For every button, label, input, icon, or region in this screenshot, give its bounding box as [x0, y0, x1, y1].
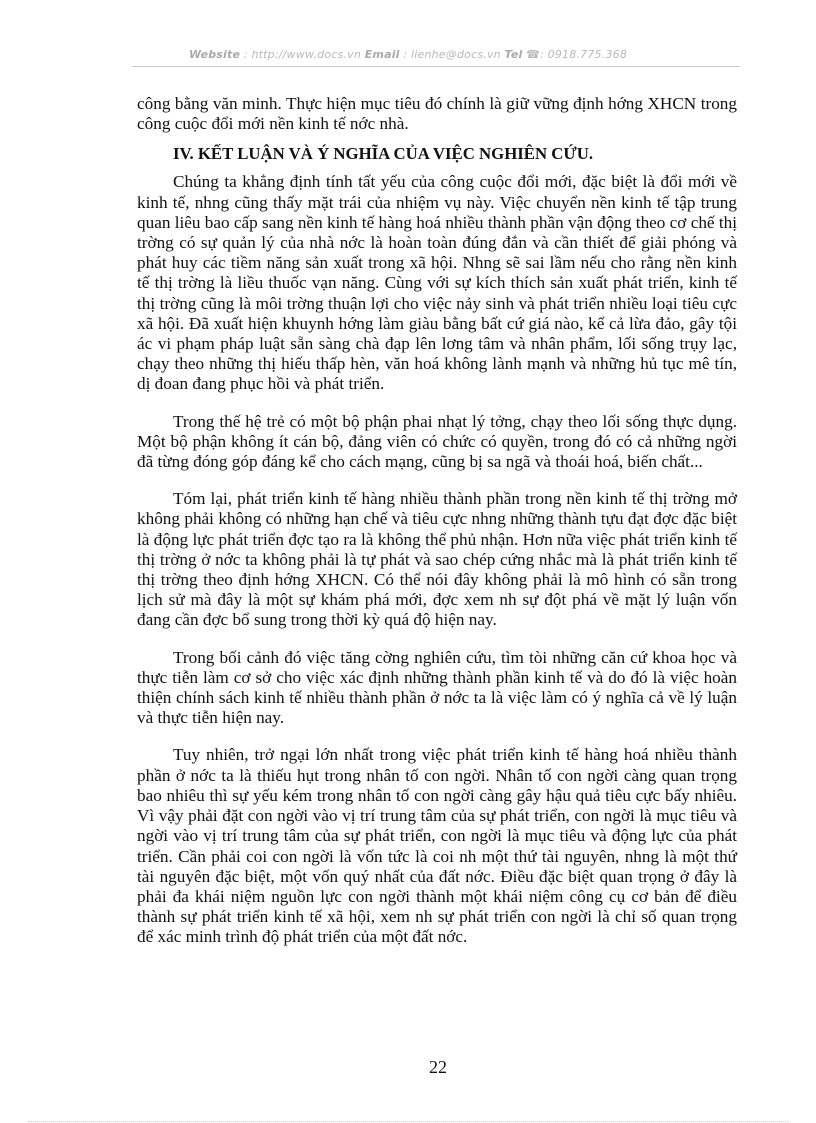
- email-label: Email: [364, 48, 400, 61]
- page-number: 22: [429, 1057, 447, 1077]
- header-divider: [132, 66, 740, 67]
- tel-value: ☎: 0918.775.368: [526, 48, 628, 61]
- page-header: [0, 48, 816, 61]
- paragraph-3: Tóm lại, phát triển kinh tế hàng nhiều thành phần trong nền kinh tế thị trờng mở không phải không có những hạn chế và tiêu cực nhng những thành tựu đạt đợc đặc biệt là động lực phát triển đợc tạo ra là không thể phủ nhận. Hơn nữa việc phát triển kinh tế thị trờng ở nớc ta không phải là tự phát và sao chép cứng nhắc mà là phát triển kinh tế thị trờng theo định hớng XHCN. Có thể nói đây không phải là mô hình có sẵn trong lịch sử mà đây là một sự khám phá mới, đợc xem nh sự đột phá về mặt lý luận vốn đang cần đợc bổ sung trong thời kỳ quá độ hiện nay.: [137, 489, 737, 630]
- document-body: [137, 94, 737, 957]
- bottom-dotted-divider: [28, 1121, 788, 1122]
- website-label: Website: [188, 48, 241, 61]
- website-value: : http://www.docs.vn: [243, 48, 361, 61]
- tel-label: Tel: [504, 48, 523, 61]
- paragraph-4: Trong bối cảnh đó việc tăng cờng nghiên cứu, tìm tòi những căn cứ khoa học và thực tiễn làm cơ sở cho việc xác định những thành phần kinh tế và do đó là việc hoàn thiện chính sách kinh tế nhiều thành phần ở nớc ta là việc làm có ý nghĩa cả về lý luận và thực tiễn hiện nay.: [137, 647, 737, 728]
- paragraph-5: Tuy nhiên, trở ngại lớn nhất trong việc phát triển kinh tế hàng hoá nhiều thành phần ở nớc ta là thiếu hụt trong nhân tố con ngời. Nhân tố con ngời càng quan trọng bao nhiêu thì sự yếu kém trong nhân tố con ngời càng gây hậu quả tiêu cực bấy nhiêu. Vì vậy phải đặt con ngời vào vị trí trung tâm của sự phát triển, con ngời là mục tiêu và ngời vào vị trí trung tâm của sự phát triển, con ngời là mục tiêu và động lực của phát triển. Cần phải coi con ngời là vốn tức là coi nh một thứ tài nguyên, nhng là một thứ tài nguyên đặc biệt, một vốn quý nhất của đất nớc. Điều đặc biệt quan trọng ở đây là phải đa khái niệm nguồn lực con ngời thành một khái niệm công cụ cơ bản để điều thành sự phát triển kinh tế xã hội, xem nh sự phát triển con ngời là chỉ số quan trọng để xác minh trình độ phát triển của một đất nớc.: [137, 745, 737, 947]
- email-value: : lienhe@docs.vn: [403, 48, 501, 61]
- section-heading: IV. KẾT LUẬN VÀ Ý NGHĨA CỦA VIỆC NGHIÊN CỨU.: [173, 144, 594, 164]
- continuation-paragraph: công bằng văn minh. Thực hiện mục tiêu đó chính là giữ vững định hớng XHCN trong công cuộc đổi mới nền kinh tế nớc nhà.: [137, 94, 737, 134]
- paragraph-1: Chúng ta khẳng định tính tất yếu của công cuộc đổi mới, đặc biệt là đổi mới về kinh tế, nhng cũng thấy mặt trái của nhiệm vụ này. Việc chuyển nền kinh tế tập trung quan liêu bao cấp sang nền kinh tế hàng hoá nhiều thành phần vận động theo cơ chế thị trờng có sự quản lý của nhà nớc là hoàn toàn đúng đắn và cần thiết để giải phóng và phát huy các tiềm năng sản xuất trong xã hội. Nhng sẽ sai lầm nếu cho rằng nền kinh tế thị trờng là liều thuốc vạn năng. Cùng với sự kích thích sản xuất phát triển, kinh tế thị trờng cũng là môi trờng thuận lợi cho việc nảy sinh và phát triển nhiều loại tiêu cực xã hội. Đã xuất hiện khuynh hớng làm giàu bằng bất cứ giá nào, kể cả lừa đảo, gây tội ác vi phạm pháp luật sẵn sàng chà đạp lên lơng tâm và nhân phẩm, lối sống trụy lạc, chạy theo những thị hiếu thấp hèn, văn hoá không lành mạnh và những hủ tục mê tín, dị đoan đang phục hồi và phát triển.: [137, 172, 737, 394]
- paragraph-2: Trong thế hệ trẻ có một bộ phận phai nhạt lý tởng, chạy theo lối sống thực dụng. Một bộ phận không ít cán bộ, đảng viên có chức có quyền, trong đó có cả những ngời đã từng đóng góp đáng kể cho cách mạng, cũng bị sa ngã và thoái hoá, biến chất...: [137, 411, 737, 472]
